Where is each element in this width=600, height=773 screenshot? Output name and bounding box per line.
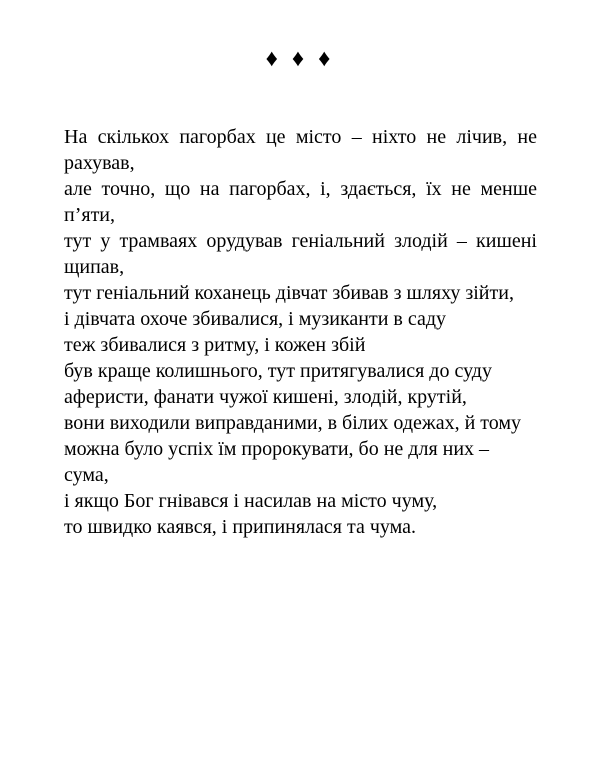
poem-line-12: то швидко каявся, і припинялася та чума. — [64, 516, 417, 538]
poem-line-8: аферисти, фанати чужої кишені, злодій, крутій, — [64, 386, 467, 408]
poem-line-3: тут у трамваях орудував геніальний злодій – кишені щипав, — [64, 230, 537, 278]
poem-line-10: можна було успіх їм пророкувати, бо не для них – сума, — [64, 438, 490, 486]
poem-text — [64, 124, 537, 540]
poem-line-7: був краще колишнього, тут притягувалися до суду — [64, 360, 492, 382]
poem-line-9: вони виходили виправданими, в білих одежах, й тому — [64, 412, 522, 434]
section-ornament: ♦ ♦ ♦ — [265, 46, 335, 72]
poem-line-1: На скількох пагорбах це місто – ніхто не лічив, не рахував, — [64, 126, 537, 174]
poem-line-2: але точно, що на пагорбах, і, здається, їх не менше п’яти, — [64, 178, 537, 226]
poem-line-11: і якщо Бог гнівався і насилав на місто чуму, — [64, 490, 438, 512]
poem-line-6: теж збивалися з ритму, і кожен збій — [64, 334, 366, 356]
poem-line-4: тут геніальний коханець дівчат збивав з шляху зійти, — [64, 282, 514, 304]
poem-line-5: і дівчата охоче збивалися, і музиканти в саду — [64, 308, 447, 330]
